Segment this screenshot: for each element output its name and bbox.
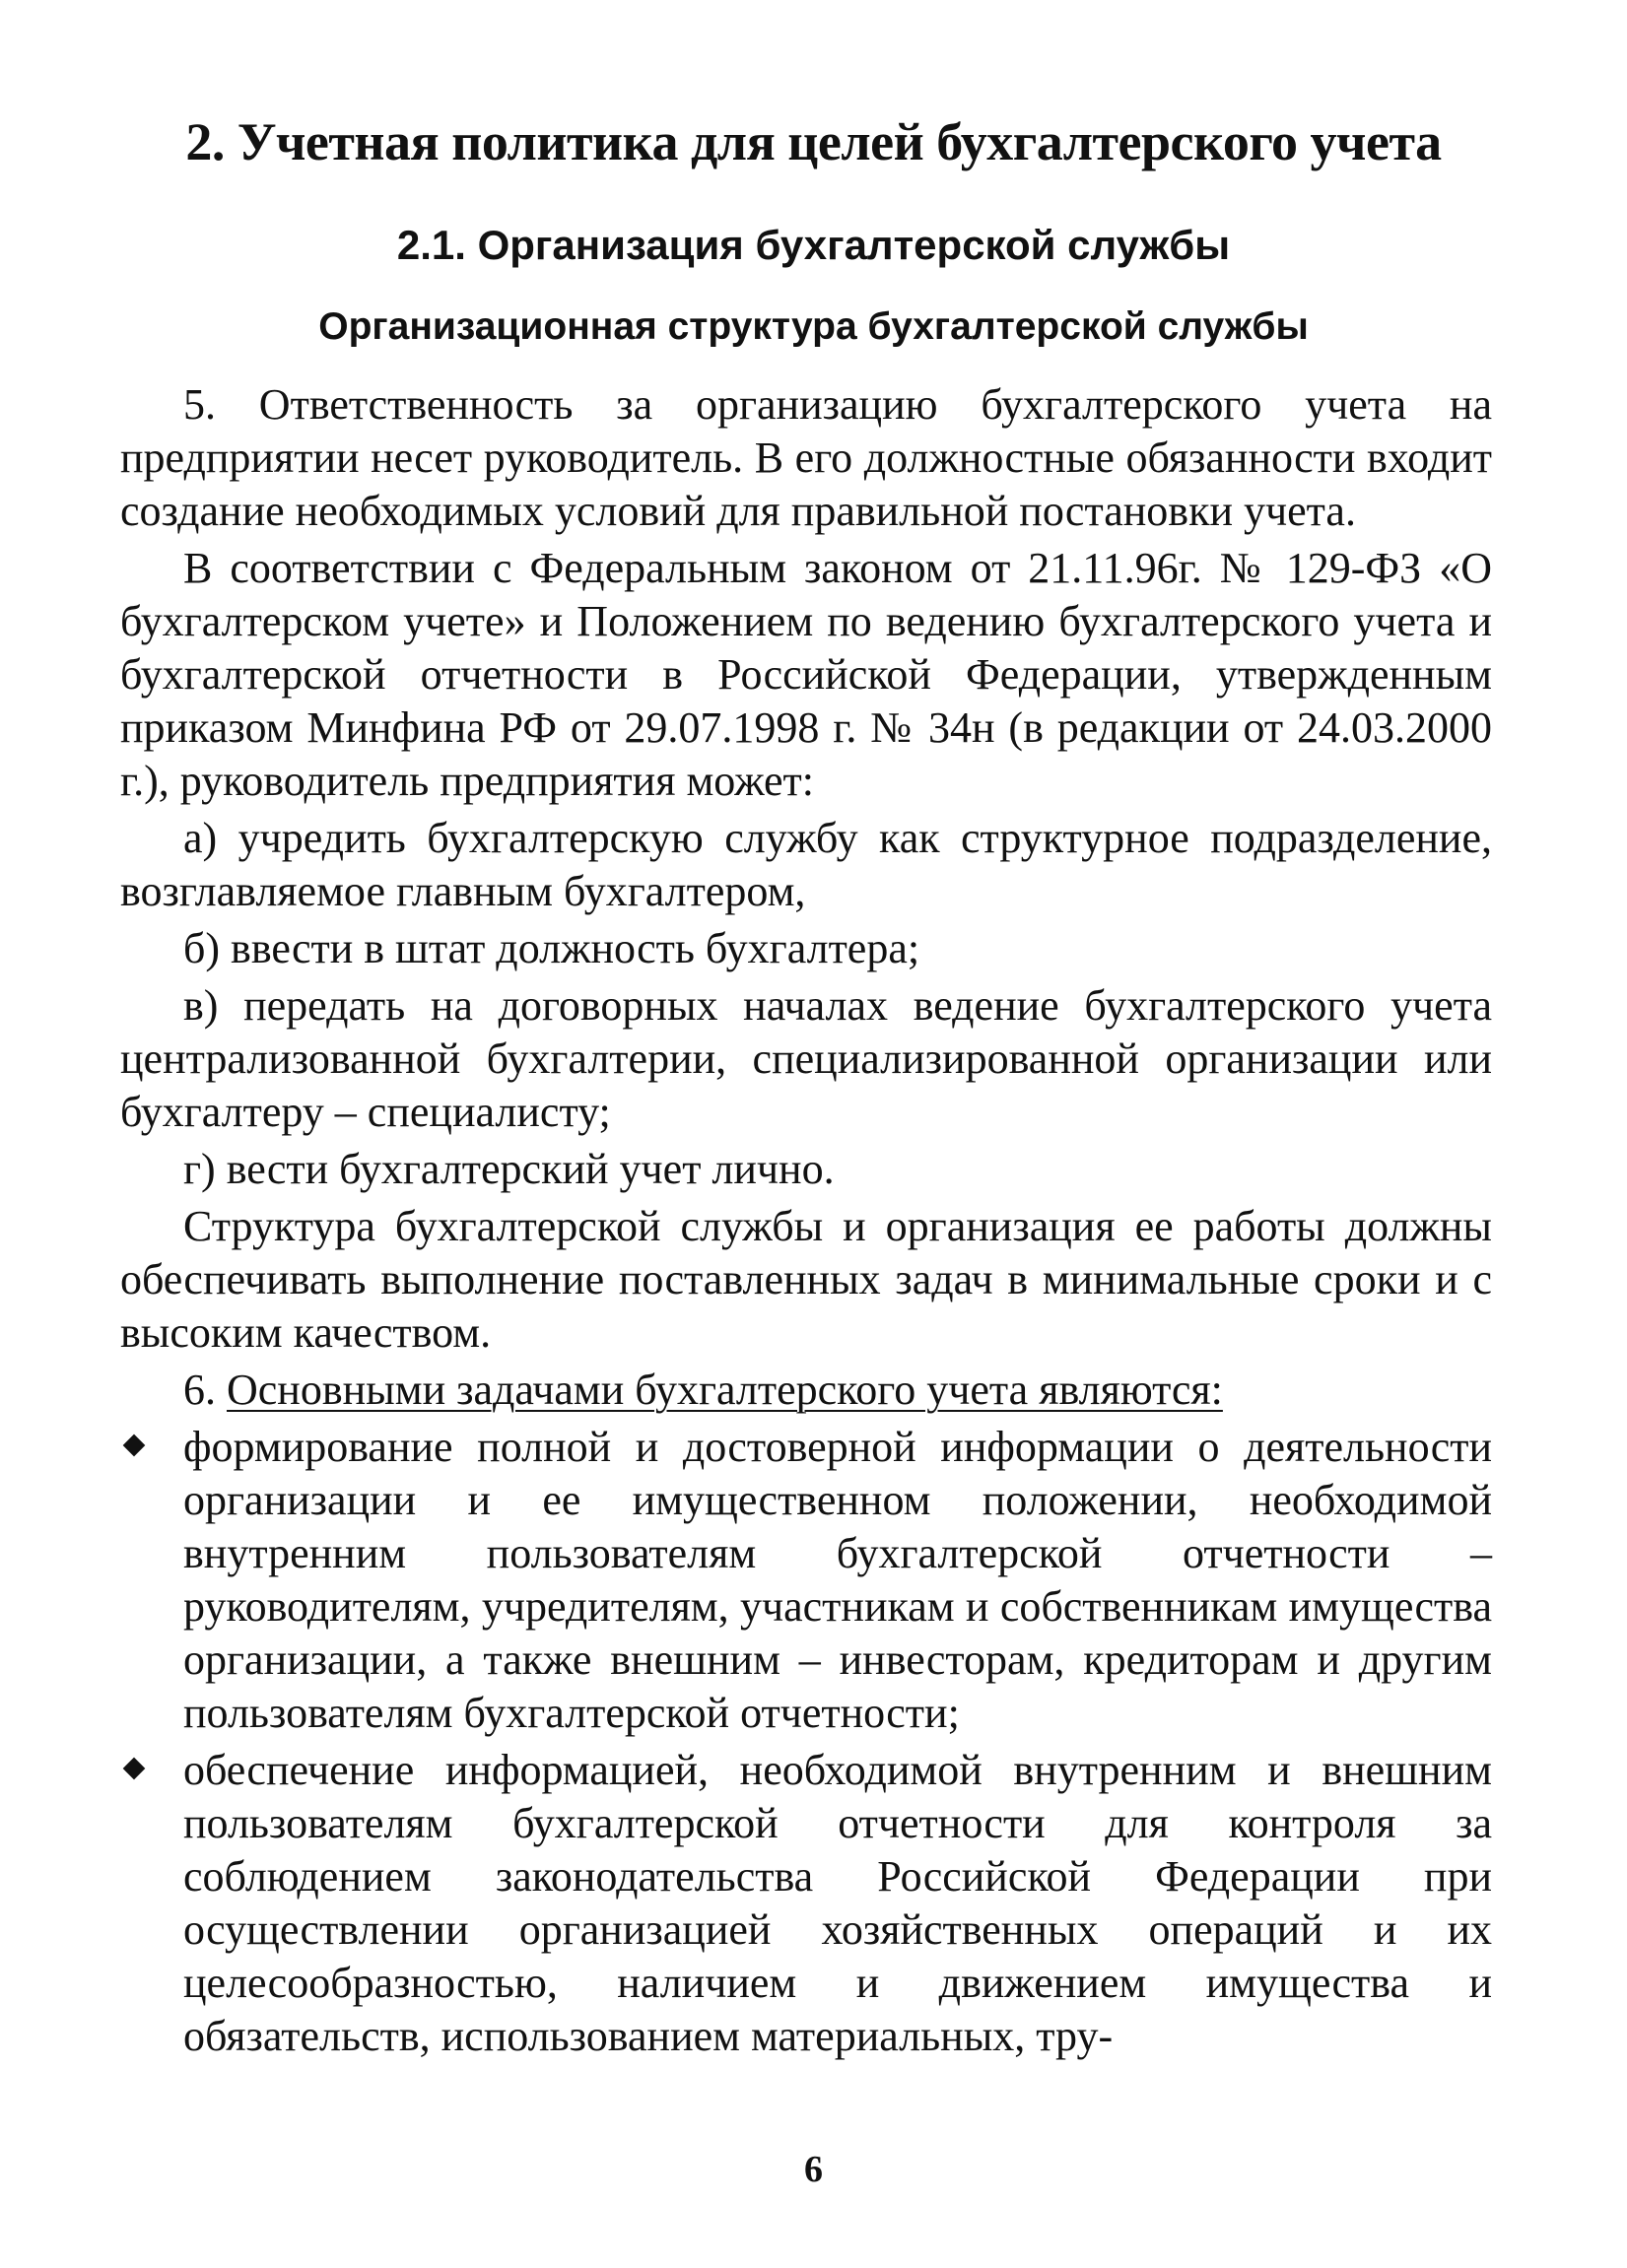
paragraph-structure: Структура бухгалтерской службы и организация ее работы должны обеспечивать выполнение поставленных задач в минимальные сроки и с высоким качеством. (120, 1202, 1492, 1357)
bullet-text: обеспечение информацией, необходимой внутренним и внешним пользователям бухгалтерской отчетности для контроля за соблюдением законодательства Российской Федерации при осуществлении организацией хозяйственных операций и их целесообразностью, наличием и движением имущества и обязательств, использованием материальных, тру- (183, 1746, 1492, 2060)
list-item-a: а) учредить бухгалтерскую службу как структурное подразделение, возглавляемое главным бухгалтером, (120, 814, 1492, 915)
paragraph-6 (120, 1364, 1492, 1417)
paragraph-6-number: 6. (183, 1366, 227, 1414)
bullet-item (120, 1421, 1492, 1740)
paragraph-law: В соответствии с Федеральным законом от 21.11.96г. № 129-ФЗ «О бухгалтерском учете» и Положением по ведению бухгалтерского учета и бухгалтерской отчетности в Российской Федерации, утвержденным приказом Минфина РФ от 29.07.1998 г. № 34н (в редакции от 24.03.2000 г.), руководитель предприятия может: (120, 544, 1492, 805)
paragraph-5: 5. Ответственность за организацию бухгалтерского учета на предприятии несет руководитель. В его должностные обязанности входит создание необходимых условий для правильной постановки учета. (120, 380, 1492, 535)
section-title: 2. Учетная политика для целей бухгалтерского учета (185, 112, 1442, 171)
list-item-g: г) вести бухгалтерский учет лично. (183, 1145, 835, 1193)
bullet-item (120, 1744, 1492, 2063)
bullet-text: формирование полной и достоверной информации о деятельности организации и ее имущественном положении, необходимой внутренним пользователям бухгалтерской отчетности – руководителям, учредителям, участникам и собственникам имущества организации, а также внешним – инвесторам, кредиторам и другим пользователям бухгалтерской отчетности; (183, 1423, 1492, 1737)
diamond-bullet-icon (123, 1434, 146, 1457)
subsection-subheading: Организационная структура бухгалтерской службы (318, 305, 1309, 348)
body-text (120, 378, 1492, 2067)
diamond-bullet-icon (123, 1758, 146, 1780)
list-item-b: б) ввести в штат должность бухгалтера; (183, 924, 920, 972)
subsection-title: 2.1. Организация бухгалтерской службы (396, 222, 1231, 268)
list-item-v: в) передать на договорных началах ведение бухгалтерского учета централизованной бухгалтерии, специализированной организации или бухгалтеру – специалисту; (120, 981, 1492, 1136)
page-number: 6 (804, 2149, 823, 2190)
paragraph-6-text: Основными задачами бухгалтерского учета являются: (227, 1366, 1223, 1414)
